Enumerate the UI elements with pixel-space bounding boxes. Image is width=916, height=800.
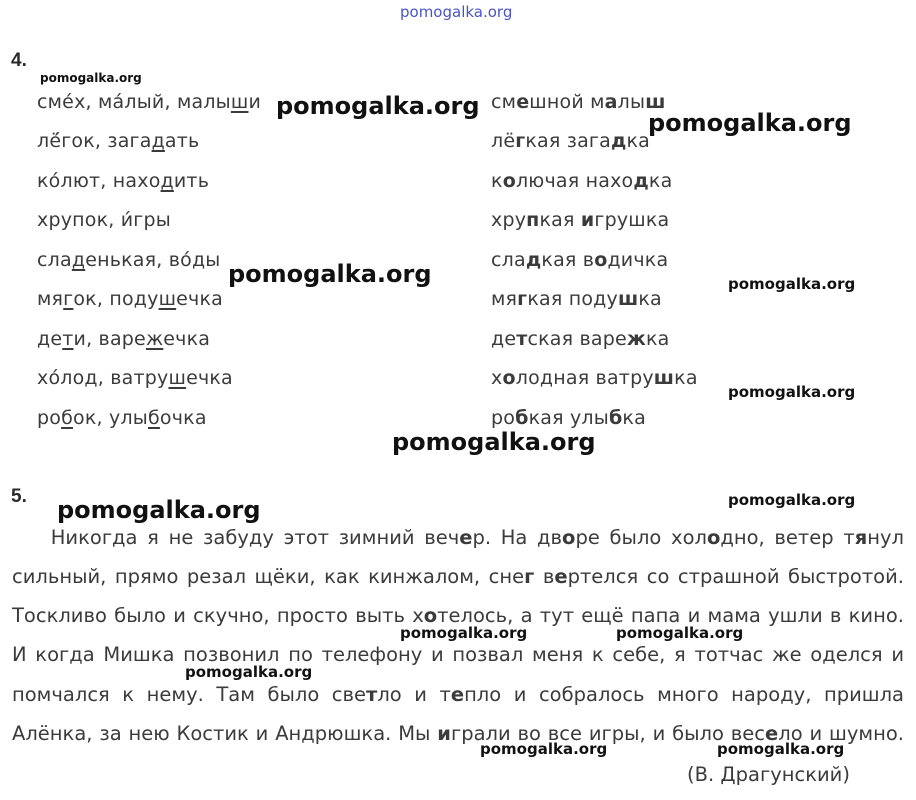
text-segment: Алёнка, за нею Костик и Андрюшка. Мы xyxy=(12,722,438,745)
underlined-letter: г xyxy=(63,288,74,310)
bold-letter: т xyxy=(366,683,378,706)
watermark-label: pomogalka.org xyxy=(228,260,432,288)
underlined-letter: т xyxy=(62,328,74,350)
bold-letter: е xyxy=(450,683,465,706)
bold-letter: г xyxy=(515,130,526,152)
text-line xyxy=(491,91,666,113)
text-segment: ок, поду xyxy=(73,288,159,310)
text-line xyxy=(12,526,904,549)
bold-letter: ш xyxy=(653,367,675,389)
underlined-letter: б xyxy=(148,407,160,429)
bold-letter: ш xyxy=(645,91,666,113)
text-segment: лё xyxy=(491,130,516,152)
watermark-label: pomogalka.org xyxy=(648,109,852,137)
text-segment: кая xyxy=(539,209,581,231)
underlined-letter: ш xyxy=(158,288,177,310)
text-segment: ка xyxy=(674,367,698,389)
watermark-label: pomogalka.org xyxy=(480,740,608,758)
bold-letter: д xyxy=(610,130,627,152)
text-segment: и xyxy=(248,91,262,113)
bold-letter: д xyxy=(633,170,649,192)
text-line xyxy=(12,643,904,666)
watermark-label: pomogalka.org xyxy=(392,428,596,456)
bold-letter: о xyxy=(562,526,576,549)
underlined-letter: ш xyxy=(168,367,187,389)
text-line xyxy=(37,407,207,429)
author-signature: (В. Драгунский) xyxy=(687,763,850,786)
watermark-label: pomogalka.org xyxy=(40,71,142,85)
text-segment: к xyxy=(491,170,503,192)
bold-letter: ж xyxy=(626,328,646,350)
text-segment: И когда Мишка позвонил по телефону и позвал меня к себе, я тотчас же оделся и xyxy=(12,643,904,666)
underlined-letter: д xyxy=(160,170,174,192)
text-segment: ская варе xyxy=(527,328,627,350)
text-segment: ро xyxy=(491,407,516,429)
text-segment: нул xyxy=(867,526,905,549)
text-line xyxy=(491,328,670,350)
text-line xyxy=(491,249,668,271)
text-segment: кая xyxy=(541,249,583,271)
bold-letter: т xyxy=(516,328,528,350)
text-line xyxy=(12,683,904,706)
text-segment: в xyxy=(582,249,595,271)
text-segment: мя xyxy=(491,288,518,310)
underlined-letter: ш xyxy=(230,91,249,113)
text-segment: ок, улы xyxy=(73,407,148,429)
text-segment: де xyxy=(491,328,517,350)
bold-letter: б xyxy=(515,407,529,429)
watermark-label: pomogalka.org xyxy=(185,663,313,681)
text-segment: очка xyxy=(159,407,207,429)
bold-letter: б xyxy=(608,407,623,429)
exercise-4-number: 4. xyxy=(11,50,27,71)
text-segment: телось, а тут ещё папа и мама ушли в кино. xyxy=(437,604,904,627)
text-segment: ка xyxy=(622,407,646,429)
text-segment: пло и собралось много народу, пришла xyxy=(464,683,905,706)
text-line xyxy=(37,367,233,389)
text-segment: кая зага xyxy=(525,130,611,152)
bold-letter: е xyxy=(459,526,473,549)
text-segment: ка xyxy=(638,288,662,310)
text-line xyxy=(37,91,261,113)
text-segment: ртелся со страшной быстротой. xyxy=(567,565,904,588)
watermark-label: pomogalka.org xyxy=(57,496,261,524)
watermark-label: pomogalka.org xyxy=(616,624,744,642)
exercise-5-number: 5. xyxy=(11,486,27,507)
text-segment: хру xyxy=(491,209,527,231)
bold-letter: а xyxy=(604,91,618,113)
text-segment: грушка xyxy=(594,209,670,231)
bold-letter: я xyxy=(854,526,868,549)
text-segment: кая поду xyxy=(527,288,618,310)
text-line xyxy=(37,130,199,152)
text-segment: Никогда я не забуду этот зимний веч xyxy=(12,526,460,549)
watermark-label: pomogalka.org xyxy=(728,275,856,293)
text-segment: в xyxy=(534,565,555,588)
text-segment: грали во все игры, и было вес xyxy=(450,722,766,745)
bold-letter: о xyxy=(502,170,516,192)
text-segment: ать xyxy=(164,130,200,152)
underlined-letter: б xyxy=(61,407,74,429)
text-segment: дичка xyxy=(607,249,669,271)
text-segment: х xyxy=(491,367,503,389)
text-line xyxy=(12,565,904,588)
text-segment: лё́гок, зага xyxy=(37,130,152,152)
text-segment: лы xyxy=(617,91,646,113)
text-segment: сла xyxy=(37,249,72,271)
watermark-label: pomogalka.org xyxy=(400,624,528,642)
bold-letter: ш xyxy=(617,288,639,310)
text-segment: х, мá xyxy=(74,91,125,113)
bold-letter: е xyxy=(516,91,530,113)
text-segment: ка xyxy=(648,170,673,192)
bold-letter: е xyxy=(554,565,568,588)
text-segment: ка xyxy=(646,328,670,350)
text-segment: см xyxy=(491,91,517,113)
text-segment: ечка xyxy=(163,328,211,350)
text-segment: лый, малы xyxy=(124,91,231,113)
text-line xyxy=(491,288,662,310)
text-segment: де xyxy=(37,328,63,350)
text-line xyxy=(37,328,210,350)
bold-letter: о xyxy=(502,367,516,389)
text-segment: мя xyxy=(37,288,64,310)
text-segment: кая улы xyxy=(528,407,609,429)
text-segment: смé xyxy=(37,91,75,113)
text-segment: сла xyxy=(491,249,526,271)
underlined-letter: ж xyxy=(145,328,164,350)
text-line xyxy=(37,249,221,271)
underlined-letter: д xyxy=(71,249,86,271)
top-watermark: pomogalka.org xyxy=(400,3,513,21)
text-segment: сильный, прямо резал щёки, как кинжалом, сне xyxy=(12,565,525,588)
text-segment: р. На дв xyxy=(472,526,563,549)
bold-letter: г xyxy=(517,288,528,310)
text-line xyxy=(491,407,646,429)
text-line xyxy=(491,367,698,389)
bold-letter: п xyxy=(526,209,540,231)
text-segment: ечка xyxy=(186,367,233,389)
text-segment: и, варе xyxy=(73,328,146,350)
text-line xyxy=(37,288,223,310)
underlined-letter: д xyxy=(151,130,165,152)
watermark-label: pomogalka.org xyxy=(728,491,856,509)
bold-letter: и xyxy=(580,209,595,231)
text-segment: лодная ватру xyxy=(515,367,654,389)
watermark-label: pomogalka.org xyxy=(276,92,480,120)
text-segment: ка xyxy=(626,130,651,152)
text-segment: ечка xyxy=(176,288,224,310)
text-segment: шной м xyxy=(529,91,605,113)
bold-letter: г xyxy=(524,565,535,588)
text-line xyxy=(491,209,669,231)
text-segment: ро xyxy=(37,407,62,429)
bold-letter: о xyxy=(423,604,438,627)
text-segment: хрупок, и́гры xyxy=(37,209,171,231)
text-segment: ло и т xyxy=(377,683,451,706)
text-segment: ре было хол xyxy=(575,526,707,549)
text-segment: кóлют, нахо xyxy=(37,170,161,192)
text-line xyxy=(37,209,171,231)
text-segment: дно, ветер т xyxy=(720,526,855,549)
text-segment: ло и шумно. xyxy=(778,722,904,745)
text-line xyxy=(491,130,650,152)
bold-letter: е xyxy=(765,722,779,745)
text-segment: лючая нахо xyxy=(515,170,634,192)
text-segment: хóлод, ватру xyxy=(37,367,169,389)
text-segment: ить xyxy=(173,170,210,192)
text-segment: Тоскливо было и скучно, просто выть х xyxy=(12,604,424,627)
bold-letter: о xyxy=(706,526,721,549)
text-line xyxy=(491,170,672,192)
text-segment: помчался к нему. Там было све xyxy=(12,683,367,706)
bold-letter: и xyxy=(437,722,451,745)
bold-letter: о xyxy=(594,249,608,271)
watermark-label: pomogalka.org xyxy=(717,740,845,758)
watermark-label: pomogalka.org xyxy=(728,383,856,401)
text-segment: енькая, вóды xyxy=(85,249,221,271)
bold-letter: д xyxy=(525,249,542,271)
text-line xyxy=(37,170,209,192)
